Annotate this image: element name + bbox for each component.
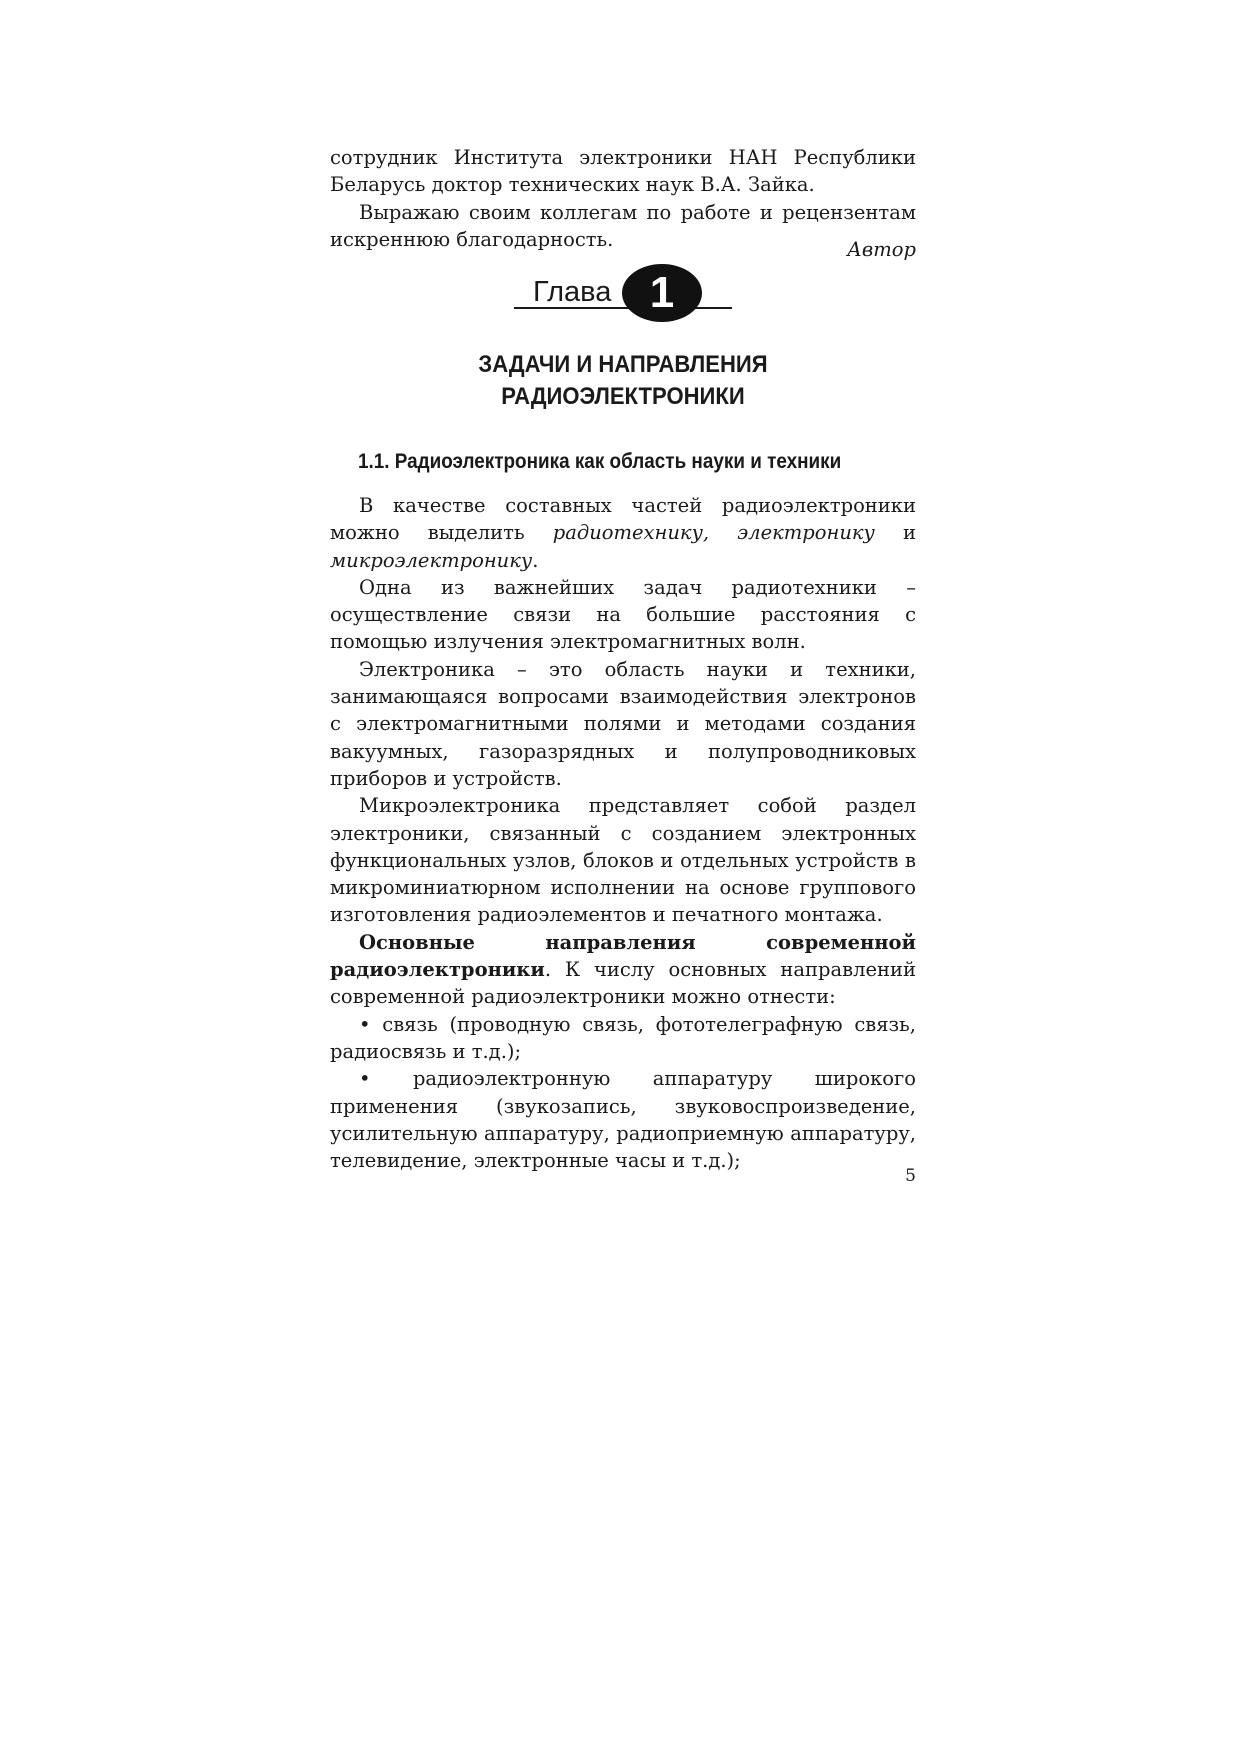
acknowledgement-paragraph: Выражаю своим коллегам по работе и рецензентам искреннюю благодарность. <box>330 200 916 251</box>
author-signature: Автор <box>847 238 916 261</box>
chapter-label: Глава <box>533 276 612 308</box>
text-run: и <box>874 521 916 545</box>
section-body <box>330 492 916 1174</box>
body-paragraph-2: Одна из важнейших задач радиотехники – осуществление связи на большие расстояния с помощью излучения электромагнитных волн. <box>330 575 916 654</box>
italic-term: радиотехнику, электронику <box>552 521 875 545</box>
chapter-title-line2: РАДИОЭЛЕКТРОНИКИ <box>501 383 745 410</box>
text-run: . <box>532 548 539 572</box>
text-run: . К числу основных направлений современной радиоэлектроники можно отнести: <box>330 958 916 1009</box>
chapter-title-line1: ЗАДАЧИ И НАПРАВЛЕНИЯ <box>478 351 768 378</box>
text-run: В качестве составных частей радиоэлектроники можно выделить <box>330 494 916 545</box>
italic-term: микроэлектронику <box>330 548 533 572</box>
list-item: • связь (проводную связь, фототелеграфную связь, радиосвязь и т.д.); <box>330 1012 916 1063</box>
body-paragraph-1 <box>330 492 916 574</box>
page-number: 5 <box>905 1166 916 1186</box>
list-item: • радиоэлектронную аппаратуру широкого применения (звукозапись, звуковоспроизведение, усилительную аппаратуру, радиоприемную аппаратуру, телевидение, электронные часы и т.д.); <box>330 1067 916 1173</box>
chapter-title <box>359 349 886 413</box>
preface-paragraph: сотрудник Института электроники НАН Республики Беларусь доктор технических наук В.А. Зайка. <box>330 146 916 197</box>
bold-heading-run: Основные направления современной радиоэлектроники <box>330 930 916 982</box>
chapter-number-badge: 1 <box>622 264 702 322</box>
body-paragraph-5 <box>330 929 916 1011</box>
section-heading: 1.1. Радиоэлектроника как область науки и техники <box>358 450 842 473</box>
body-paragraph-3: Электроника – это область науки и техники, занимающаяся вопросами взаимодействия электронов с электромагнитными полями и методами создания вакуумных, газоразрядных и полупроводниковых приборов и устройств. <box>330 657 916 790</box>
body-paragraph-4: Микроэлектроника представляет собой раздел электроники, связанный с созданием электронных функциональных узлов, блоков и отдельных устройств в микроминиатюрном исполнении на основе группового изготовления радиоэлементов и печатного монтажа. <box>330 794 916 927</box>
